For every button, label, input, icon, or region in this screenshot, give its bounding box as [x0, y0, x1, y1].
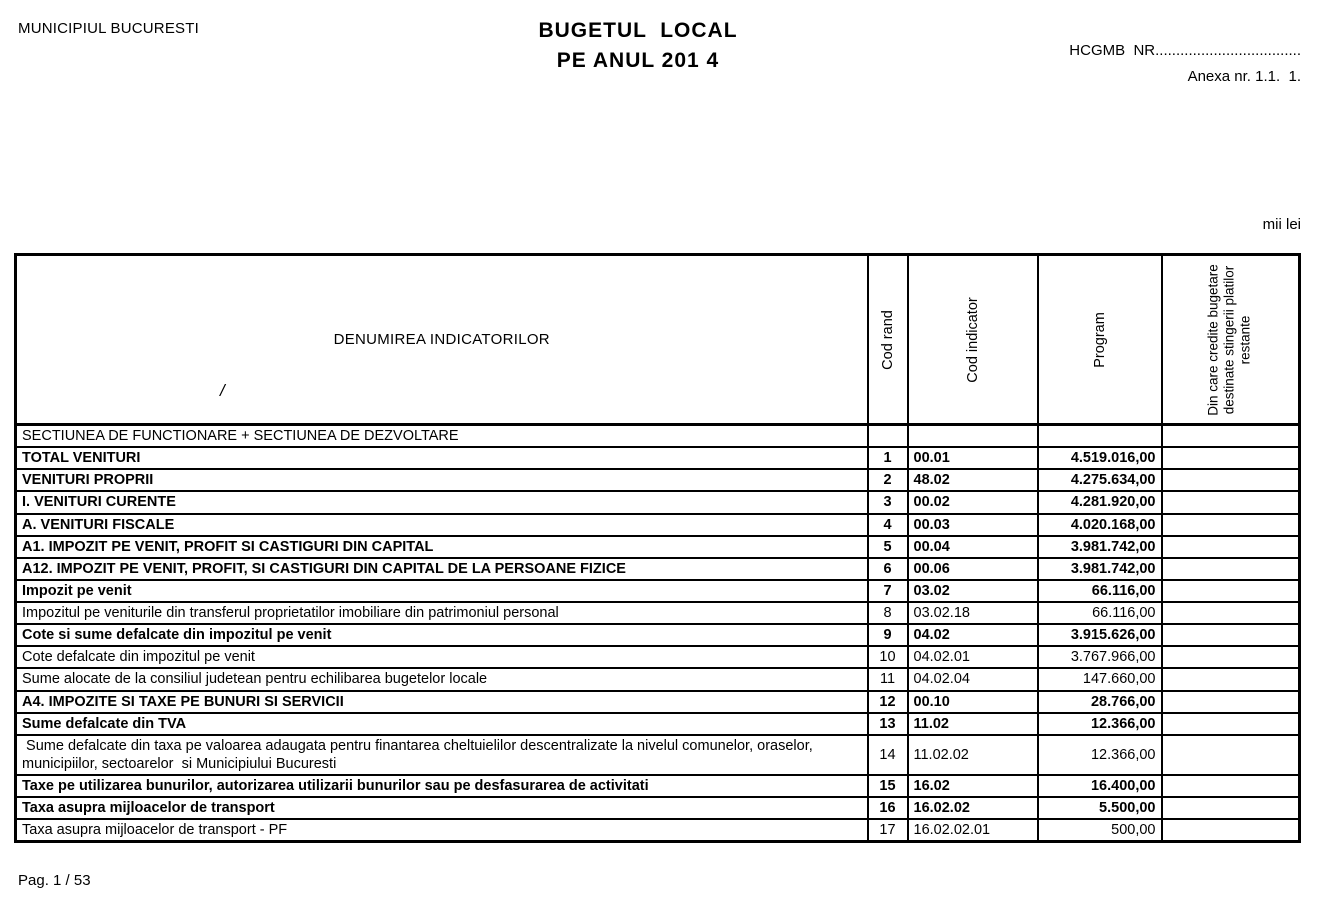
din-care-cell [1162, 536, 1300, 558]
cod-rand-cell [868, 425, 908, 448]
indicator-name-cell: VENITURI PROPRII [16, 469, 868, 491]
cod-indicator-cell: 11.02 [908, 713, 1038, 735]
indicator-name-cell: Sume defalcate din TVA [16, 713, 868, 735]
page-number: Pag. 1 / 53 [18, 872, 91, 889]
indicator-name-cell: SECTIUNEA DE FUNCTIONARE + SECTIUNEA DE DEZVOLTARE [16, 425, 868, 448]
indicator-name-cell: I. VENITURI CURENTE [16, 491, 868, 513]
din-care-cell [1162, 713, 1300, 735]
din-care-cell [1162, 691, 1300, 713]
cod-rand-cell: 3 [868, 491, 908, 513]
document-title-block [468, 16, 808, 77]
program-value-cell: 147.660,00 [1038, 668, 1162, 690]
din-care-cell [1162, 602, 1300, 624]
din-care-cell [1162, 819, 1300, 842]
table-row [16, 469, 1300, 491]
program-value-cell: 4.519.016,00 [1038, 447, 1162, 469]
program-value-cell: 66.116,00 [1038, 580, 1162, 602]
table-row [16, 558, 1300, 580]
indicator-name-cell: Taxa asupra mijloacelor de transport [16, 797, 868, 819]
header-cod-rand [868, 255, 908, 425]
cod-rand-cell: 4 [868, 514, 908, 536]
din-care-cell [1162, 491, 1300, 513]
cod-indicator-cell: 16.02 [908, 775, 1038, 797]
program-value-cell: 66.116,00 [1038, 602, 1162, 624]
cod-rand-cell: 1 [868, 447, 908, 469]
program-value-cell: 3.981.742,00 [1038, 536, 1162, 558]
cod-indicator-cell: 00.10 [908, 691, 1038, 713]
stray-mark: / [220, 381, 226, 400]
cod-rand-cell: 13 [868, 713, 908, 735]
table-row [16, 713, 1300, 735]
header-denumirea-indicatorilor [16, 255, 868, 425]
table-row [16, 447, 1300, 469]
din-care-cell [1162, 646, 1300, 668]
document-reference-block [1069, 38, 1301, 91]
organization-name: MUNICIPIUL BUCURESTI [18, 20, 199, 37]
cod-rand-cell: 6 [868, 558, 908, 580]
table-row [16, 646, 1300, 668]
din-care-cell [1162, 447, 1300, 469]
program-value-cell: 12.366,00 [1038, 713, 1162, 735]
cod-indicator-cell: 16.02.02.01 [908, 819, 1038, 842]
din-care-cell [1162, 668, 1300, 690]
din-care-cell [1162, 624, 1300, 646]
header-denumirea-label: DENUMIREA INDICATORILOR [333, 331, 550, 348]
cod-indicator-cell: 00.01 [908, 447, 1038, 469]
cod-indicator-cell: 00.02 [908, 491, 1038, 513]
document-title: BUGETUL LOCAL [538, 19, 738, 42]
table-row [16, 580, 1300, 602]
din-care-cell [1162, 469, 1300, 491]
din-care-cell [1162, 425, 1300, 448]
cod-rand-cell: 15 [868, 775, 908, 797]
indicator-name-cell: Impozitul pe veniturile din transferul proprietatilor imobiliare din patrimoniul personal [16, 602, 868, 624]
table-row [16, 668, 1300, 690]
program-value-cell: 12.366,00 [1038, 735, 1162, 775]
cod-indicator-cell: 04.02.04 [908, 668, 1038, 690]
document-subtitle: PE ANUL 201 4 [556, 49, 720, 73]
indicator-name-cell: A1. IMPOZIT PE VENIT, PROFIT SI CASTIGURI DIN CAPITAL [16, 536, 868, 558]
cod-rand-cell: 12 [868, 691, 908, 713]
din-care-cell [1162, 580, 1300, 602]
program-value-cell: 4.020.168,00 [1038, 514, 1162, 536]
cod-indicator-cell: 00.04 [908, 536, 1038, 558]
cod-rand-cell: 5 [868, 536, 908, 558]
table-row [16, 602, 1300, 624]
program-value-cell: 3.915.626,00 [1038, 624, 1162, 646]
indicator-name-cell: TOTAL VENITURI [16, 447, 868, 469]
indicator-name-cell: Cote defalcate din impozitul pe venit [16, 646, 868, 668]
indicator-name-cell: Sume defalcate din taxa pe valoarea adaugata pentru finantarea cheltuielilor descentralizate la nivelul comunelor, oraselor, municipiilor, sectoarelor si Municipiului Bucuresti [16, 735, 868, 775]
cod-indicator-cell: 00.03 [908, 514, 1038, 536]
cod-indicator-cell: 04.02.01 [908, 646, 1038, 668]
table-row [16, 624, 1300, 646]
header-cod-indicator-label: Cod indicator [964, 296, 981, 383]
hcgmb-number-line: HCGMB NR................................... [1069, 42, 1301, 59]
currency-unit-note: mii lei [1262, 216, 1301, 233]
table-row [16, 491, 1300, 513]
header-din-care [1162, 255, 1300, 425]
din-care-cell [1162, 514, 1300, 536]
indicator-name-cell: Taxa asupra mijloacelor de transport - PF [16, 819, 868, 842]
header-cod-rand-label: Cod rand [879, 309, 896, 370]
table-row [16, 514, 1300, 536]
budget-table [14, 253, 1301, 843]
table-row [16, 797, 1300, 819]
cod-indicator-cell: 04.02 [908, 624, 1038, 646]
cod-rand-cell: 17 [868, 819, 908, 842]
anexa-number-line: Anexa nr. 1.1. 1. [1187, 68, 1301, 86]
indicator-name-cell: Sume alocate de la consiliul judetean pentru echilibarea bugetelor locale [16, 668, 868, 690]
cod-indicator-cell: 03.02.18 [908, 602, 1038, 624]
din-care-cell [1162, 775, 1300, 797]
cod-rand-cell: 10 [868, 646, 908, 668]
program-value-cell: 4.281.920,00 [1038, 491, 1162, 513]
din-care-cell [1162, 797, 1300, 819]
program-value-cell: 4.275.634,00 [1038, 469, 1162, 491]
table-row [16, 536, 1300, 558]
program-value-cell: 3.981.742,00 [1038, 558, 1162, 580]
program-value-cell [1038, 425, 1162, 448]
indicator-name-cell: A. VENITURI FISCALE [16, 514, 868, 536]
header-program-label: Program [1091, 311, 1108, 368]
indicator-name-cell: A4. IMPOZITE SI TAXE PE BUNURI SI SERVICII [16, 691, 868, 713]
cod-rand-cell: 9 [868, 624, 908, 646]
cod-rand-cell: 2 [868, 469, 908, 491]
cod-indicator-cell: 48.02 [908, 469, 1038, 491]
table-row [16, 691, 1300, 713]
cod-rand-cell: 8 [868, 602, 908, 624]
cod-rand-cell: 11 [868, 668, 908, 690]
program-value-cell: 28.766,00 [1038, 691, 1162, 713]
table-row [16, 775, 1300, 797]
cod-indicator-cell: 03.02 [908, 580, 1038, 602]
cod-indicator-cell: 00.06 [908, 558, 1038, 580]
indicator-name-cell: Cote si sume defalcate din impozitul pe venit [16, 624, 868, 646]
cod-indicator-cell [908, 425, 1038, 448]
cod-rand-cell: 7 [868, 580, 908, 602]
din-care-cell [1162, 735, 1300, 775]
table-row [16, 819, 1300, 842]
program-value-cell: 3.767.966,00 [1038, 646, 1162, 668]
program-value-cell: 16.400,00 [1038, 775, 1162, 797]
table-header-row [16, 255, 1300, 425]
table-row [16, 735, 1300, 775]
header-program [1038, 255, 1162, 425]
table-row [16, 425, 1300, 448]
cod-indicator-cell: 11.02.02 [908, 735, 1038, 775]
cod-rand-cell: 14 [868, 735, 908, 775]
program-value-cell: 500,00 [1038, 819, 1162, 842]
indicator-name-cell: A12. IMPOZIT PE VENIT, PROFIT, SI CASTIGURI DIN CAPITAL DE LA PERSOANE FIZICE [16, 558, 868, 580]
cod-rand-cell: 16 [868, 797, 908, 819]
cod-indicator-cell: 16.02.02 [908, 797, 1038, 819]
din-care-cell [1162, 558, 1300, 580]
header-cod-indicator [908, 255, 1038, 425]
indicator-name-cell: Taxe pe utilizarea bunurilor, autorizarea utilizarii bunurilor sau pe desfasurarea de activitati [16, 775, 868, 797]
header-din-care-label: Din care credite bugetare destinate stingerii platilor restante [1205, 263, 1254, 416]
program-value-cell: 5.500,00 [1038, 797, 1162, 819]
indicator-name-cell: Impozit pe venit [16, 580, 868, 602]
